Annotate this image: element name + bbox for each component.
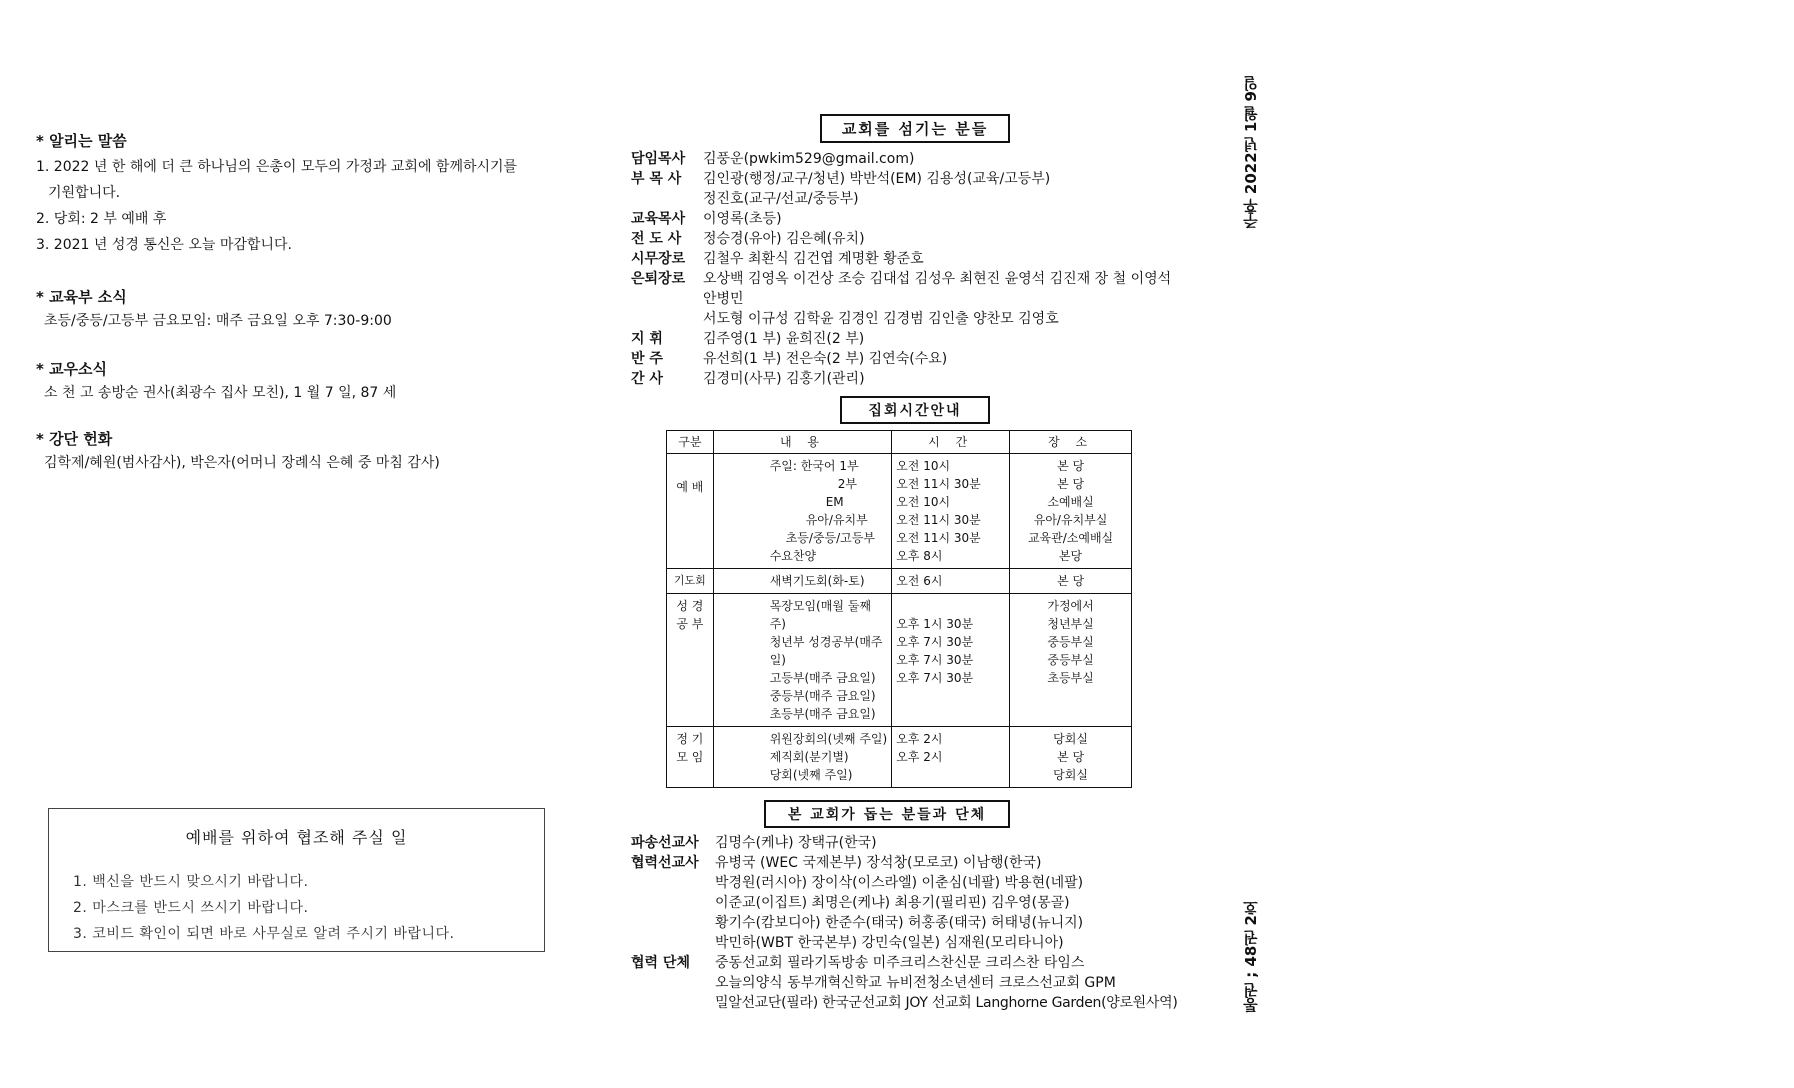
schedule-place-item: 당회실 (1053, 732, 1088, 746)
schedule-header-cell: 시 간 (892, 431, 1010, 454)
schedule-content-item: 수요찬양 (769, 549, 817, 563)
schedule-place-item: 청년부실 (1047, 617, 1094, 631)
staff-row (631, 228, 865, 248)
education-line: 초등/중등/고등부 금요모임: 매주 금요일 오후 7:30-9:00 (44, 313, 392, 329)
schedule-place-item: 초등부실 (1047, 671, 1094, 685)
schedule-place-item: 본 당 (1057, 477, 1085, 491)
schedule-group-label: 예 배 (667, 454, 714, 569)
schedule-place-item: 가정에서 (1047, 599, 1094, 613)
missions-partner-line: 황기수(캄보디아) 한준수(태국) 허홍종(태국) 허태녕(뉴니지) (715, 915, 1084, 931)
schedule-content-item: 청년부 성경공부(매주일) (769, 635, 883, 667)
schedule-times (892, 454, 1010, 569)
schedule-place-item: 중등부실 (1047, 635, 1094, 649)
schedule-contents (713, 454, 892, 569)
notice-item: 2. 마스크를 반드시 쓰시기 바랍니다. (73, 900, 309, 916)
schedule-content-item: 유아/유치부 (805, 513, 868, 527)
staff-row (631, 208, 782, 228)
staff-value: 정진호(교구/선교/중등부) (703, 191, 859, 207)
schedule-time-item: 오전 10시 (896, 459, 951, 473)
staff-label: 시무장로 (631, 251, 686, 267)
missions-sent-value: 김명수(케냐) 장택규(한국) (715, 835, 877, 851)
education-title: * 교육부 소식 (36, 288, 127, 306)
staff-value: 김주영(1 부) 윤희진(2 부) (703, 331, 865, 347)
staff-heading: 교회를 섬기는 분들 (820, 114, 1010, 143)
schedule-content-item: 초등/중등/고등부 (785, 531, 875, 545)
schedule-header-cell: 장 소 (1010, 431, 1132, 454)
schedule-content-item: 초등부(매주 금요일) (769, 707, 876, 721)
missions-partner-line: 이준교(이집트) 최명은(케냐) 최용기(필리핀) 김우영(몽골) (715, 895, 1070, 911)
schedule-content-item: 새벽기도회(화-토) (769, 574, 865, 588)
schedule-group-worship (667, 454, 1132, 569)
schedule-places (1010, 727, 1132, 788)
staff-row (631, 328, 864, 348)
announcement-item: 기원합니다. (48, 185, 121, 201)
schedule-place-item: 본 당 (1057, 750, 1085, 764)
missions-sent-label: 파송선교사 (631, 835, 699, 851)
notice-box (48, 808, 545, 952)
schedule-content-item: EM (825, 495, 844, 509)
missions-org-row (631, 952, 1084, 972)
staff-row (631, 268, 1171, 288)
schedule-times (892, 727, 1010, 788)
offering-line: 김학제/혜원(범사감사), 박은자(어머니 장례식 은혜 중 마침 감사) (44, 455, 440, 471)
schedule-group-meetings (667, 727, 1132, 788)
missions-heading: 본 교회가 돕는 분들과 단체 (764, 800, 1010, 828)
schedule-content-item: 고등부(매주 금요일) (769, 671, 876, 685)
staff-label: 전 도 사 (631, 231, 682, 247)
missions-partner-line: 유병국 (WEC 국제본부) 장석창(모로코) 이남행(한국) (715, 855, 1042, 871)
schedule-table (666, 430, 1132, 788)
schedule-group-label: 정 기 모 임 (667, 727, 714, 788)
missions-org-line: 오늘의양식 동부개혁신학교 뉴비전청소년센터 크로스선교회 GPM (715, 975, 1116, 991)
schedule-place-item: 교육관/소예배실 (1027, 531, 1114, 545)
staff-label: 지 휘 (631, 331, 663, 347)
staff-label: 반 주 (631, 351, 663, 367)
schedule-time-item: 오후 2시 (896, 732, 943, 746)
staff-row (631, 348, 947, 368)
missions-partner-row (631, 852, 1041, 872)
schedule-header-cell: 내 용 (713, 431, 892, 454)
schedule-content-item: 위원장회의(넷째 주일) (769, 732, 888, 746)
schedule-times (892, 569, 1010, 594)
schedule-content-item: 2부 (837, 477, 857, 491)
missions-org-line: 밀알선교단(필라) 한국군선교회 JOY 선교회 Langhorne Garden(양로원사역) (715, 995, 1178, 1011)
staff-row (631, 368, 865, 388)
staff-label: 담임목사 (631, 151, 686, 167)
announcement-item: 1. 2022 년 한 해에 더 큰 하나님의 은총이 모두의 가정과 교회에 함께하시기를 (36, 159, 518, 175)
staff-label: 은퇴장로 (631, 271, 686, 287)
schedule-contents (713, 569, 892, 594)
schedule-group-label: 기도회 (667, 569, 714, 594)
schedule-header-row (667, 431, 1132, 454)
schedule-time-item: 오후 1시 30분 (896, 617, 974, 631)
staff-value: 김경미(사무) 김홍기(관리) (703, 371, 865, 387)
staff-row (631, 288, 744, 308)
schedule-content-item: 제직회(분기별) (769, 750, 849, 764)
staff-label: 간 사 (631, 371, 663, 387)
schedule-time-item: 오후 2시 (896, 750, 943, 764)
schedule-group-prayer (667, 569, 1132, 594)
schedule-time-item: 오전 11시 30분 (896, 531, 981, 545)
schedule-content-item: 주일: 한국어 1부 (769, 459, 859, 473)
schedule-places (1010, 594, 1132, 727)
missions-partner-line: 박경원(러시아) 장이삭(이스라엘) 이춘심(네팔) 박용현(네팔) (715, 875, 1084, 891)
staff-value: 오상백 김영옥 이건상 조승 김대섭 김성우 최현진 윤영석 김진재 장 철 이영석 (703, 271, 1172, 287)
staff-value: 안병민 (703, 291, 744, 307)
schedule-time-item: 오전 11시 30분 (896, 513, 981, 527)
offering-title: * 강단 헌화 (36, 430, 113, 448)
schedule-time-item: 오후 8시 (896, 549, 943, 563)
schedule-place-item: 본 당 (1057, 574, 1085, 588)
missions-partner-line: 박민하(WBT 한국본부) 강민숙(일본) 심재원(모리타니아) (715, 935, 1064, 951)
volume-vertical: 통권 ; 48권 2호 (1242, 900, 1260, 1013)
missions-org-label: 협력 단체 (631, 955, 690, 971)
schedule-content-item: 당회(넷째 주일) (769, 768, 853, 782)
staff-row (631, 248, 924, 268)
schedule-place-item: 본당 (1058, 549, 1083, 563)
members-news-title: * 교우소식 (36, 360, 108, 378)
staff-value: 정승경(유아) 김은혜(유치) (703, 231, 865, 247)
announcement-item: 2. 당회: 2 부 예배 후 (36, 211, 167, 227)
staff-value: 유선희(1 부) 전은숙(2 부) 김연숙(수요) (703, 351, 948, 367)
schedule-group-bible-study (667, 594, 1132, 727)
schedule-time-item: 오전 11시 30분 (896, 477, 981, 491)
schedule-place-item: 중등부실 (1047, 653, 1094, 667)
staff-value: 김철우 최환식 김건엽 계명환 황준호 (703, 251, 924, 267)
staff-row (631, 168, 1050, 188)
schedule-content-item: 중등부(매주 금요일) (769, 689, 876, 703)
announcement-item: 3. 2021 년 성경 통신은 오늘 마감합니다. (36, 237, 292, 253)
schedule-time-item: 오후 7시 30분 (896, 635, 974, 649)
schedule-time-item: 오전 6시 (896, 574, 943, 588)
staff-row (631, 148, 914, 168)
staff-label: 교육목사 (631, 211, 686, 227)
schedule-place-item: 유아/유치부실 (1033, 513, 1108, 527)
schedule-times (892, 594, 1010, 727)
missions-sent-row (631, 832, 877, 852)
schedule-contents (713, 727, 892, 788)
schedule-content-item: 목장모임(매월 둘째 주) (769, 599, 871, 631)
schedule-time-item: 오전 10시 (896, 495, 951, 509)
schedule-time-item: 오후 7시 30분 (896, 653, 974, 667)
missions-org-line: 중동선교회 필라기독방송 미주크리스찬신문 크리스찬 타임스 (715, 955, 1085, 971)
staff-row (631, 308, 1059, 328)
date-vertical: 주후 2022년 1월 9일 (1242, 76, 1260, 230)
staff-value: 김인광(행정/교구/청년) 박반석(EM) 김용성(교육/고등부) (703, 171, 1051, 187)
schedule-heading: 집회시간안내 (840, 396, 990, 424)
schedule-place-item: 당회실 (1053, 768, 1088, 782)
staff-value: 이영록(초등) (703, 211, 782, 227)
schedule-place-item: 소예배실 (1047, 495, 1094, 509)
notice-item: 3. 코비드 확인이 되면 바로 사무실로 알려 주시기 바랍니다. (73, 926, 455, 942)
staff-value: 서도형 이규성 김학윤 김경인 김경범 김인출 양찬모 김영호 (703, 311, 1059, 327)
staff-row (631, 188, 859, 208)
staff-label: 부 목 사 (631, 171, 682, 187)
schedule-place-item: 본 당 (1057, 459, 1085, 473)
schedule-contents (713, 594, 892, 727)
announcements-title: * 알리는 말씀 (36, 132, 127, 150)
missions-partner-label: 협력선교사 (631, 855, 699, 871)
schedule-time-item: 오후 7시 30분 (896, 671, 974, 685)
schedule-places (1010, 569, 1132, 594)
schedule-time-item (896, 766, 1005, 784)
schedule-time-item (896, 597, 1005, 615)
members-news-line: 소 천 고 송방순 권사(최광수 집사 모친), 1 월 7 일, 87 세 (44, 385, 397, 401)
schedule-header-cell: 구분 (667, 431, 714, 454)
staff-value: 김풍운(pwkim529@gmail.com) (703, 151, 915, 167)
schedule-places (1010, 454, 1132, 569)
schedule-group-label: 성 경 공 부 (667, 594, 714, 727)
notice-item: 1. 백신을 반드시 맞으시기 바랍니다. (73, 874, 309, 890)
notice-title: 예배를 위하여 협조해 주실 일 (185, 828, 408, 847)
